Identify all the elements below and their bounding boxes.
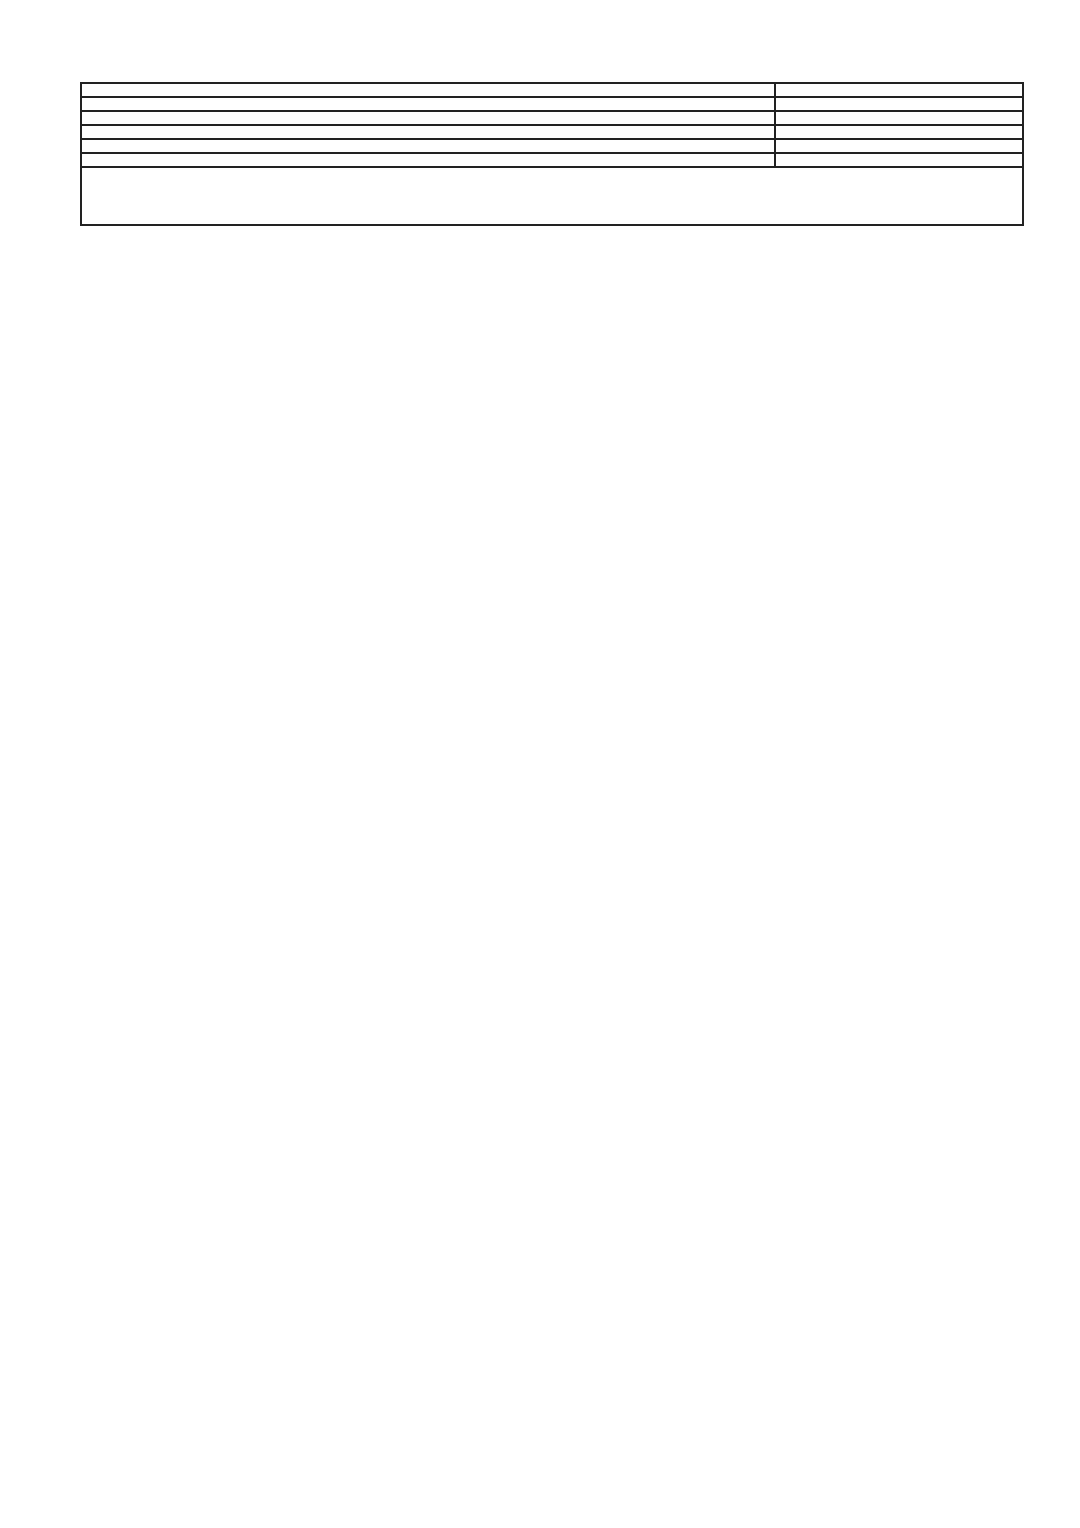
section-speaking <box>80 82 1024 98</box>
section-group <box>80 140 1024 154</box>
assessment-table <box>80 82 1024 226</box>
rating-boxes <box>776 112 1022 124</box>
section-watching <box>80 126 1024 140</box>
section-teacher <box>80 154 1024 168</box>
rating-boxes <box>776 126 1022 138</box>
rating-boxes <box>776 84 1022 96</box>
comments-levels <box>92 172 1012 218</box>
rating-boxes <box>776 140 1022 152</box>
rating-boxes <box>776 98 1022 110</box>
comments-box <box>80 168 1024 226</box>
section-writing <box>80 112 1024 126</box>
section-reading <box>80 98 1024 112</box>
rating-boxes <box>776 154 1022 166</box>
